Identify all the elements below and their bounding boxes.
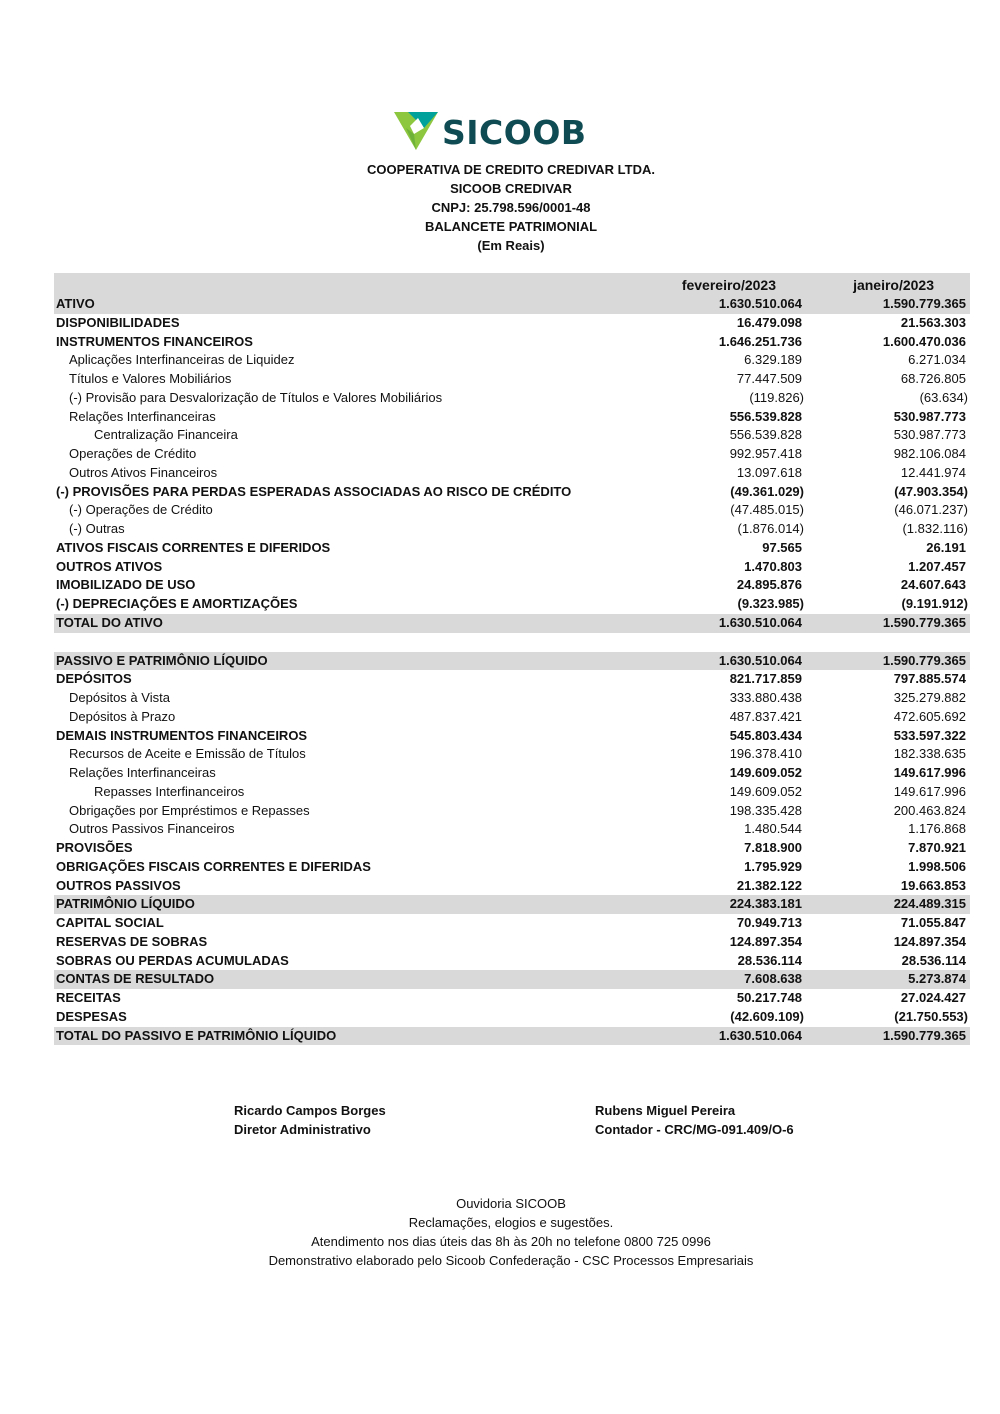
value-jan: 26.191 [926,539,966,555]
value-jan: 530.987.773 [893,427,966,443]
table-row [54,933,970,952]
value-feb: 24.895.876 [736,577,802,593]
value-feb: 487.837.421 [729,708,802,724]
row-label: (-) Operações de Crédito [69,502,213,518]
value-jan: (9.191.912) [901,596,968,611]
row-label: (-) Outras [69,521,125,536]
footer-feedback: Reclamações, elogios e sugestões. [408,1215,614,1230]
row-label: PATRIMÔNIO LÍQUIDO [56,896,195,912]
assets-section [54,295,970,633]
value-jan: 149.617.996 [893,765,966,780]
value-feb: 50.217.748 [736,990,802,1005]
value-feb: 821.717.859 [729,671,802,687]
table-row [54,351,970,370]
column-header-jan: janeiro/2023 [853,277,934,293]
table-row [54,652,970,671]
table-row [54,614,970,633]
value-feb: 7.608.638 [744,971,802,987]
value-feb: 556.539.828 [729,408,802,424]
table-row [54,558,970,577]
row-label: INSTRUMENTOS FINANCEIROS [56,333,253,349]
row-label: Operações de Crédito [69,446,197,461]
value-feb: 97.565 [762,539,802,555]
table-row [54,802,970,821]
row-label: Recursos de Aceite e Emissão de Títulos [69,746,306,762]
value-feb: (47.485.015) [730,502,804,518]
value-jan: (63.634) [919,389,968,405]
value-jan: 28.536.114 [901,952,966,968]
value-feb: 70.949.713 [736,915,802,930]
value-jan: 124.897.354 [893,933,966,949]
value-jan: 1.176.868 [908,821,966,837]
table-row [54,689,970,708]
value-feb: 28.536.114 [737,952,802,968]
table-row [54,1027,970,1046]
value-feb: 16.479.098 [736,314,802,330]
table-row [54,895,970,914]
table-row [54,595,970,614]
table-row [54,295,970,314]
document-header [0,160,1000,255]
row-label: Depósitos à Prazo [69,708,176,724]
row-label: (-) Provisão para Desvalorização de Títulos e Valores Mobiliários [69,389,443,405]
value-jan: 1.590.779.365 [882,614,966,630]
value-jan: 21.563.303 [900,314,966,330]
value-jan: 7.870.921 [908,840,966,855]
document-title: BALANCETE PATRIMONIAL [424,219,598,234]
row-label: Aplicações Interfinanceiras de Liquidez [69,352,295,368]
row-label: DISPONIBILIDADES [56,314,180,330]
section-gap [54,633,970,652]
table-row [54,314,970,333]
table-header-row [54,273,970,295]
table-row [54,670,970,689]
value-jan: 325.279.882 [893,690,966,705]
value-feb: 1.795.929 [744,858,802,874]
value-feb: (119.826) [749,389,804,405]
value-jan: 224.489.315 [893,896,966,912]
row-label: Títulos e Valores Mobiliários [69,371,232,386]
value-feb: 6.329.189 [744,352,802,368]
value-feb: 21.382.122 [736,877,802,893]
value-jan: 149.617.996 [893,783,966,799]
value-feb: (42.609.109) [730,1008,804,1024]
value-jan: 472.605.692 [893,708,966,724]
cnpj: CNPJ: 25.798.596/0001-48 [431,200,591,215]
table-row [54,445,970,464]
table-row [54,483,970,502]
row-label: DESPESAS [56,1008,127,1024]
table-row [54,820,970,839]
table-row [54,727,970,746]
value-feb: 1.630.510.064 [718,1027,802,1043]
row-label: SOBRAS OU PERDAS ACUMULADAS [56,952,289,968]
value-jan: 182.338.635 [893,746,966,762]
value-feb: 556.539.828 [729,427,802,443]
balance-sheet-table [54,273,970,1045]
value-jan: 797.885.574 [893,671,966,687]
row-label: PROVISÕES [56,840,133,855]
value-feb: 1.630.510.064 [718,614,802,630]
value-jan: (21.750.553) [894,1008,968,1024]
value-jan: 1.590.779.365 [882,296,966,311]
value-jan: 1.998.506 [908,858,966,874]
table-row [54,989,970,1008]
signer-name: Ricardo Campos Borges [234,1103,386,1118]
row-label: DEMAIS INSTRUMENTOS FINANCEIROS [56,727,308,743]
brand-name: SICOOB CREDIVAR [450,181,572,196]
sicoob-triangle-logo-icon [394,112,438,152]
value-feb: 149.609.052 [729,783,802,799]
table-row [54,914,970,933]
table-row [54,839,970,858]
table-row [54,783,970,802]
value-jan: 68.726.805 [900,371,966,386]
value-feb: 1.630.510.064 [718,652,802,668]
value-feb: 224.383.181 [729,896,802,912]
value-jan: 982.106.084 [893,446,966,461]
value-feb: (9.323.985) [737,596,804,611]
value-feb: 77.447.509 [736,371,802,386]
value-feb: 333.880.438 [729,690,802,705]
row-label: DEPÓSITOS [56,671,132,687]
row-label: Relações Interfinanceiras [69,765,216,780]
value-jan: 1.600.470.036 [882,333,966,349]
value-feb: 992.957.418 [729,446,802,461]
row-label: Outros Ativos Financeiros [69,464,218,480]
row-label: Relações Interfinanceiras [69,408,216,424]
value-feb: 196.378.410 [729,746,802,762]
row-label: ATIVOS FISCAIS CORRENTES E DIFERIDOS [56,539,331,555]
value-jan: (1.832.116) [902,521,968,536]
row-label: RESERVAS DE SOBRAS [56,933,208,949]
logo-text: SICOOB [442,112,587,152]
table-row [54,426,970,445]
value-jan: 530.987.773 [893,408,966,424]
value-jan: 12.441.974 [900,464,966,480]
table-row [54,877,970,896]
table-row [54,745,970,764]
row-label: CAPITAL SOCIAL [56,915,164,930]
value-jan: 24.607.643 [900,577,966,593]
signer-name: Rubens Miguel Pereira [595,1103,736,1118]
value-jan: (46.071.237) [894,502,968,518]
cooperative-name: COOPERATIVA DE CREDITO CREDIVAR LTDA. [367,162,655,177]
value-feb: 149.609.052 [729,765,802,780]
row-label: PASSIVO E PATRIMÔNIO LÍQUIDO [56,652,268,668]
table-row [54,952,970,971]
value-jan: 19.663.853 [900,877,966,893]
row-label: OUTROS ATIVOS [56,558,163,574]
table-row [54,408,970,427]
value-jan: 1.590.779.365 [882,652,966,668]
column-header-feb: fevereiro/2023 [681,277,776,293]
value-jan: 533.597.322 [893,727,966,743]
signer-role: Contador - CRC/MG-091.409/O-6 [595,1122,794,1137]
table-row [54,970,970,989]
table-row [54,1008,970,1027]
table-row [54,520,970,539]
row-label: IMOBILIZADO DE USO [56,577,196,593]
value-feb: 7.818.900 [744,840,802,855]
value-jan: 5.273.874 [908,971,966,987]
value-feb: 124.897.354 [729,933,802,949]
value-jan: 27.024.427 [900,990,966,1005]
table-row [54,858,970,877]
table-row [54,764,970,783]
footer-hours-phone: Atendimento nos dias úteis das 8h às 20h no telefone 0800 725 0996 [311,1234,711,1249]
value-feb: 1.470.803 [744,558,802,574]
value-jan: 71.055.847 [900,915,966,930]
footer [0,1194,1000,1270]
row-label: Repasses Interfinanceiros [94,783,245,799]
value-feb: 198.335.428 [729,802,802,818]
value-feb: 1.646.251.736 [718,333,802,349]
table-row [54,464,970,483]
signer-role: Diretor Administrativo [234,1122,371,1137]
value-jan: (47.903.354) [894,483,968,499]
row-label: RECEITAS [56,990,121,1005]
signature-director [234,1101,386,1139]
value-feb: 13.097.618 [736,464,802,480]
table-row [54,539,970,558]
table-row [54,708,970,727]
row-label: OUTROS PASSIVOS [56,877,181,893]
table-row [54,576,970,595]
footer-prepared-by: Demonstrativo elaborado pelo Sicoob Confederação - CSC Processos Empresariais [268,1253,754,1268]
table-row [54,370,970,389]
value-jan: 1.207.457 [908,558,966,574]
value-feb: (49.361.029) [730,483,804,499]
table-row [54,501,970,520]
row-label: CONTAS DE RESULTADO [56,971,215,987]
row-label: (-) PROVISÕES PARA PERDAS ESPERADAS ASSOCIADAS AO RISCO DE CRÉDITO [56,483,572,499]
table-row [54,333,970,352]
row-label: TOTAL DO PASSIVO E PATRIMÔNIO LÍQUIDO [56,1027,337,1043]
row-label: OBRIGAÇÕES FISCAIS CORRENTES E DIFERIDAS [56,858,371,874]
row-label: Outros Passivos Financeiros [69,821,235,837]
value-jan: 200.463.824 [893,802,966,818]
row-label: ATIVO [56,296,95,311]
row-label: Depósitos à Vista [69,690,170,705]
value-feb: (1.876.014) [737,521,804,536]
table-row [54,389,970,408]
value-feb: 545.803.434 [729,727,802,743]
row-label: TOTAL DO ATIVO [56,614,163,630]
row-label: (-) DEPRECIAÇÕES E AMORTIZAÇÕES [56,596,298,611]
signature-accountant [595,1101,794,1139]
value-jan: 1.590.779.365 [882,1027,966,1043]
footer-ombudsman: Ouvidoria SICOOB [456,1196,566,1211]
row-label: Centralização Financeira [94,427,238,443]
value-jan: 6.271.034 [908,352,966,368]
value-feb: 1.480.544 [744,821,802,837]
liabilities-equity-section [54,652,970,1046]
row-label: Obrigações por Empréstimos e Repasses [69,802,310,818]
currency-note: (Em Reais) [477,238,545,253]
sicoob-logo [394,110,594,154]
value-feb: 1.630.510.064 [718,296,802,311]
